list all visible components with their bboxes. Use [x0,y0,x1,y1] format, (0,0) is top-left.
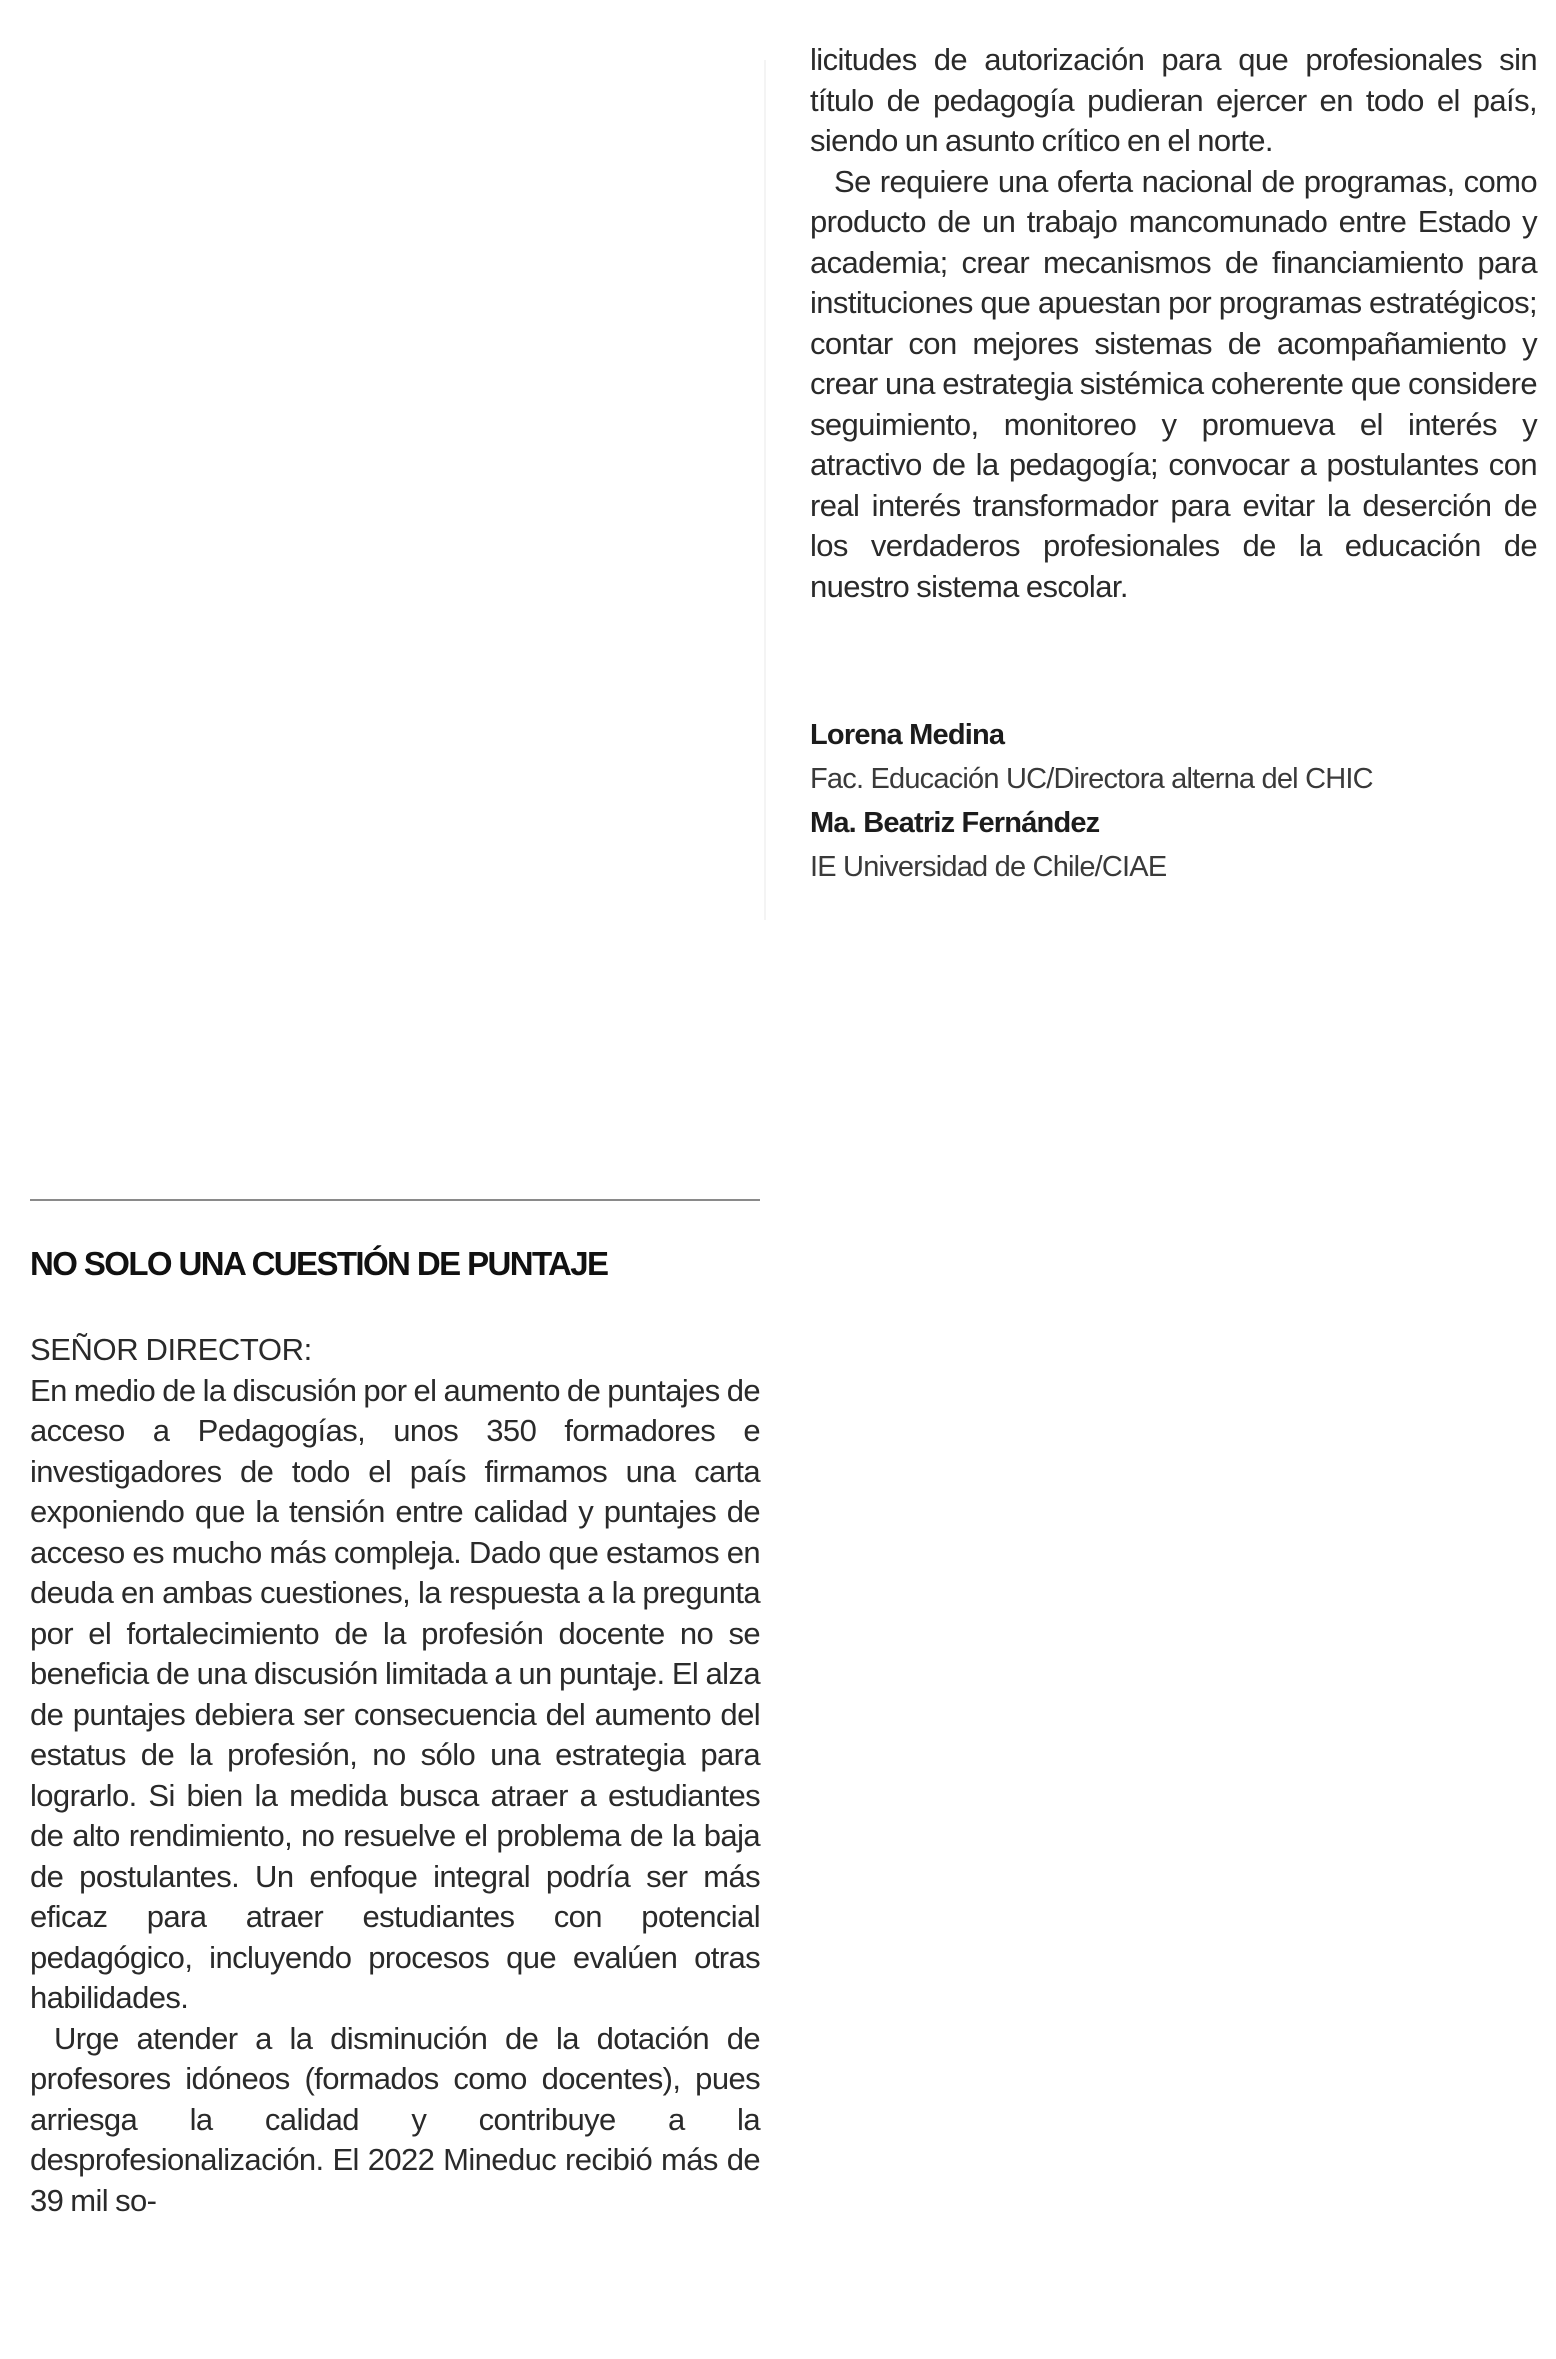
section-divider [30,1199,760,1201]
signatory-name-2: Ma. Beatriz Fernández [810,807,1100,839]
letter-continuation-column [810,40,1537,607]
letter-body-column [30,1330,760,2221]
letter-paragraph-2: Urge atender a la disminución de la dotación de profesores idóneos (formados como docentes), pues arriesga la calidad y contribuye a la desprofesionalización. El 2022 Mineduc recibió más de 39 mil so- [30,2020,760,2218]
letter-salutation: SEÑOR DIRECTOR: [30,1332,312,1367]
continuation-paragraph-2: Se requiere una oferta nacional de programas, como producto de un trabajo mancomunado entre Estado y academia; crear mecanismos de financiamiento para instituciones que apuestan por programas estratégicos; contar con mejores sistemas de acompañamiento y crear una estrategia sistémica coherente que considere seguimiento, monitoreo y promueva el interés y atractivo de la pedagogía; convocar a postulantes con real interés transformador para evitar la deserción de los verdaderos profesionales de la educación de nuestro sistema escolar. [810,163,1537,604]
letter-paragraph-1: En medio de la discusión por el aumento de puntajes de acceso a Pedagogías, unos 350 formadores e investigadores de todo el país firmamos una carta exponiendo que la tensión entre calidad y puntajes de acceso es mucho más compleja. Dado que estamos en deuda en ambas cuestiones, la respuesta a la pregunta por el fortalecimiento de la profesión docente no se beneficia de una discusión limitada a un puntaje. El alza de puntajes debiera ser consecuencia del aumento del estatus de la profesión, no sólo una estrategia para lograrlo. Si bien la medida busca atraer a estudiantes de alto rendimiento, no resuelve el problema de la baja de postulantes. Un enfoque integral podría ser más eficaz para atraer estudiantes con potencial pedagógico, incluyendo procesos que evalúen otras habilidades. [30,1372,760,2015]
signatory-affiliation-2: IE Universidad de Chile/CIAE [810,851,1167,883]
signatory-name-1: Lorena Medina [810,719,1005,751]
signatory-affiliation-1: Fac. Educación UC/Directora alterna del CHIC [810,763,1373,795]
column-guide-line [764,60,766,920]
signature-block [810,713,1537,889]
continuation-paragraph-1: licitudes de autorización para que profesionales sin título de pedagogía pudieran ejercer en todo el país, siendo un asunto crítico en el norte. [810,42,1537,158]
letter-headline: NO SOLO UNA CUESTIÓN DE PUNTAJE [30,1245,608,1282]
